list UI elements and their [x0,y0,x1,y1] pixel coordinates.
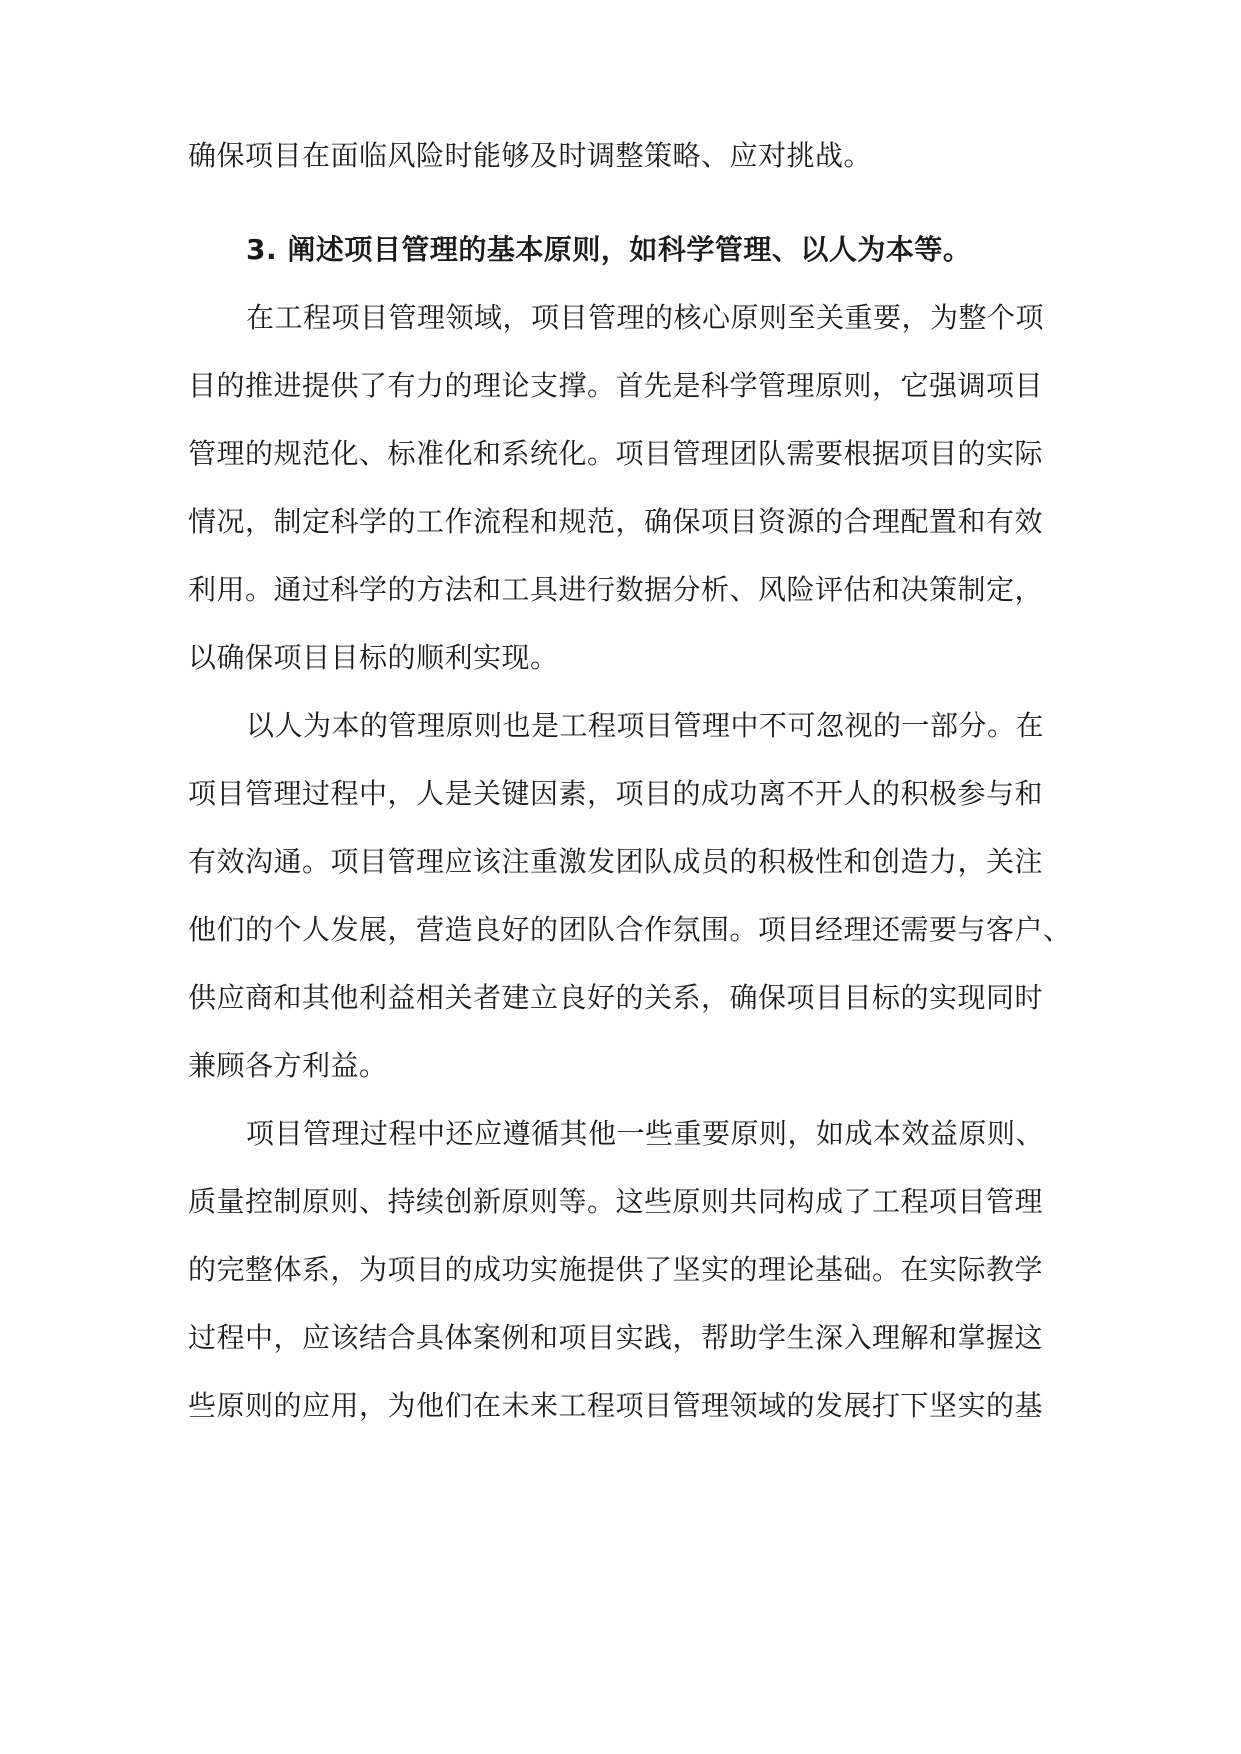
paragraph-2-line-2: 项目管理过程中，人是关键因素，项目的成功离不开人的积极参与和 [188,777,1044,810]
paragraph-3-line-5: 些原则的应用，为他们在未来工程项目管理领域的发展打下坚实的基 [188,1389,1044,1422]
paragraph-1-line-5: 利用。通过科学的方法和工具进行数据分析、风险评估和决策制定， [188,573,1044,606]
paragraph-1-line-1: 在工程项目管理领域，项目管理的核心原则至关重要，为整个项 [246,301,1045,334]
section-heading: 3. 阐述项目管理的基本原则，如科学管理、以人为本等。 [246,233,972,266]
paragraph-3-line-4: 过程中，应该结合具体案例和项目实践，帮助学生深入理解和掌握这 [188,1321,1044,1354]
paragraph-1-line-4: 情况，制定科学的工作流程和规范，确保项目资源的合理配置和有效 [188,505,1044,538]
paragraph-2-line-1: 以人为本的管理原则也是工程项目管理中不可忽视的一部分。在 [246,709,1045,742]
paragraph-2-line-3: 有效沟通。项目管理应该注重激发团队成员的积极性和创造力，关注 [188,845,1044,878]
paragraph-2-line-4: 他们的个人发展，营造良好的团队合作氛围。项目经理还需要与客户、 [188,913,1072,946]
intro-tail-line: 确保项目在面临风险时能够及时调整策略、应对挑战。 [188,139,873,172]
paragraph-3-line-3: 的完整体系，为项目的成功实施提供了坚实的理论基础。在实际教学 [188,1253,1044,1286]
paragraph-1-line-6: 以确保项目目标的顺利实现。 [188,641,559,674]
paragraph-2-line-5: 供应商和其他利益相关者建立良好的关系，确保项目目标的实现同时 [188,981,1044,1014]
paragraph-3-line-1: 项目管理过程中还应遵循其他一些重要原则，如成本效益原则、 [246,1117,1045,1150]
paragraph-2-line-6: 兼顾各方利益。 [188,1049,388,1082]
paragraph-1-line-3: 管理的规范化、标准化和系统化。项目管理团队需要根据项目的实际 [188,437,1044,470]
paragraph-3-line-2: 质量控制原则、持续创新原则等。这些原则共同构成了工程项目管理 [188,1185,1044,1218]
paragraph-1-line-2: 目的推进提供了有力的理论支撑。首先是科学管理原则，它强调项目 [188,369,1044,402]
